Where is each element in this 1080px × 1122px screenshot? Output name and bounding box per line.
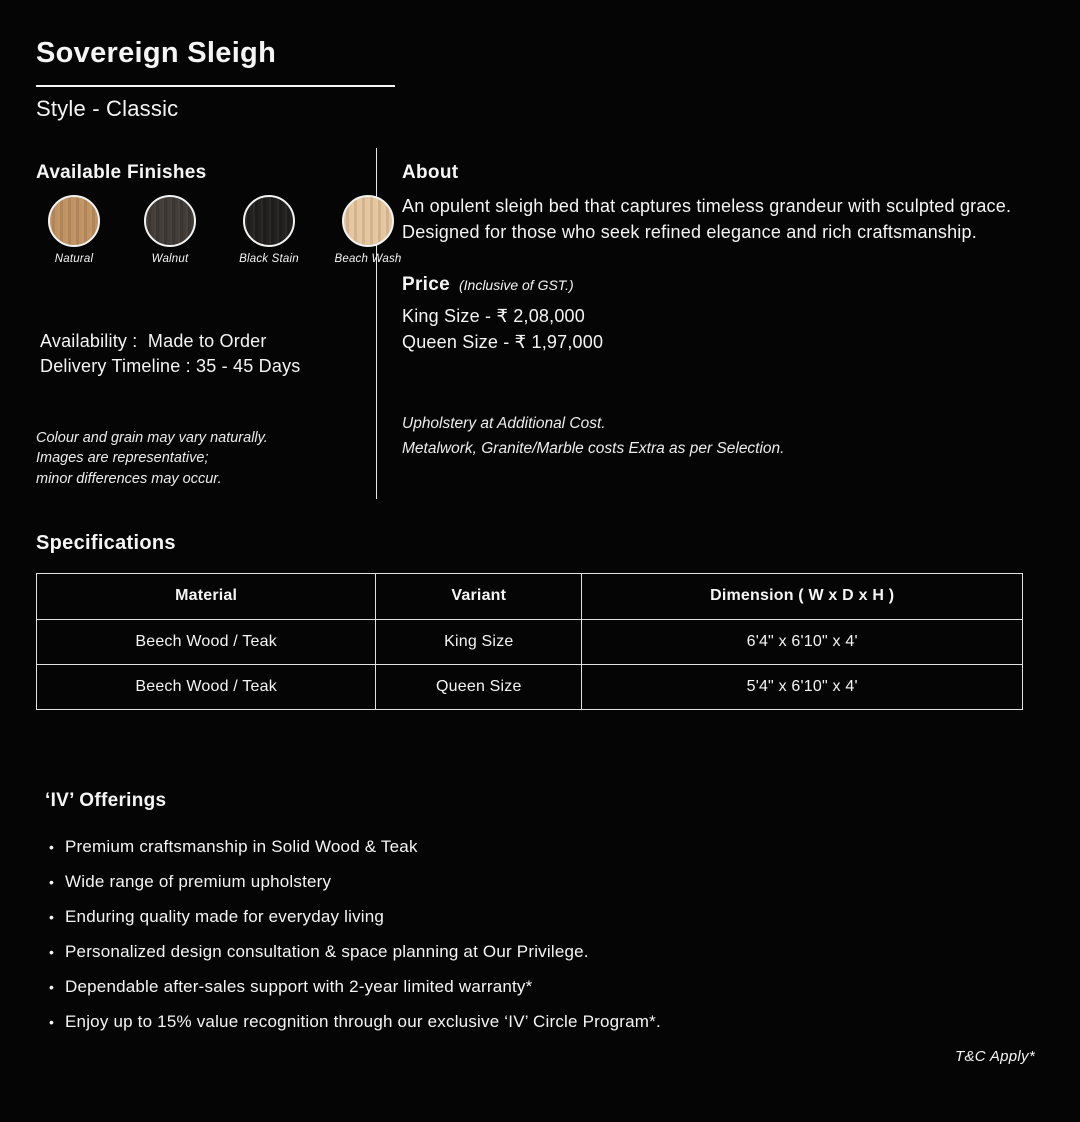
about-heading: About	[402, 161, 459, 183]
finish-color-natural	[48, 195, 100, 247]
offerings-section	[36, 790, 1035, 1032]
finish-disclaimer-note	[36, 428, 376, 490]
disclaimer-line: Images are representative;	[36, 450, 209, 467]
availability-line: Availability : Made to Order	[40, 330, 267, 351]
finishes-column	[36, 148, 402, 499]
finish-swatch-black-stain	[230, 195, 308, 265]
table-header-row	[37, 573, 1023, 619]
table-row	[37, 619, 1023, 664]
finish-label: Walnut	[151, 252, 189, 265]
finish-label: Beach Wash	[334, 252, 402, 265]
finish-swatches	[38, 195, 402, 265]
finish-label: Natural	[54, 252, 94, 265]
tnc-note: T&C Apply*	[955, 1047, 1035, 1065]
page-title: Sovereign Sleigh	[36, 37, 277, 69]
table-row	[37, 664, 1023, 709]
disclaimer-line: Metalwork, Granite/Marble costs Extra as per Selection.	[402, 439, 785, 457]
product-spec-sheet	[0, 38, 1080, 1065]
offering-item: • Personalized design consultation & space planning at Our Privilege.	[36, 942, 1035, 962]
offering-item: • Enjoy up to 15% value recognition through our exclusive ‘IV’ Circle Program*.	[36, 1012, 1035, 1032]
about-description: An opulent sleigh bed that captures timeless grandeur with sculpted grace. Designed for those who seek refined elegance and rich craftsmanship.	[402, 195, 1012, 242]
offerings-list	[36, 837, 1035, 1032]
pricing-disclaimer-note	[402, 411, 1035, 461]
offering-item: • Premium craftsmanship in Solid Wood & Teak	[36, 837, 1035, 857]
price-heading: Price	[402, 273, 450, 295]
price-king-size: King Size - ₹ 2,08,000	[402, 305, 585, 326]
price-queen-size: Queen Size - ₹ 1,97,000	[402, 331, 604, 352]
price-heading-row	[402, 274, 1035, 296]
offering-item: • Dependable after-sales support with 2-year limited warranty*	[36, 977, 1035, 997]
finish-color-black-stain	[243, 195, 295, 247]
info-columns	[36, 148, 1035, 499]
delivery-timeline-line: Delivery Timeline : 35 - 45 Days	[40, 355, 301, 376]
cell-dimension: 6'4" x 6'10" x 4'	[582, 619, 1023, 664]
finish-color-walnut	[144, 195, 196, 247]
cell-variant: King Size	[376, 619, 582, 664]
finishes-heading: Available Finishes	[36, 161, 207, 183]
title-underline	[36, 85, 395, 87]
finish-swatch-walnut	[134, 195, 206, 265]
column-header-variant: Variant	[376, 573, 582, 619]
cell-variant: Queen Size	[376, 664, 582, 709]
finish-label: Black Stain	[239, 252, 299, 265]
about-column	[377, 148, 1035, 499]
column-header-material: Material	[37, 573, 376, 619]
cell-dimension: 5'4" x 6'10" x 4'	[582, 664, 1023, 709]
availability-block	[36, 329, 376, 379]
cell-material: Beech Wood / Teak	[37, 619, 376, 664]
specifications-table	[36, 573, 1023, 710]
disclaimer-line: Colour and grain may vary naturally.	[36, 429, 268, 446]
disclaimer-line: minor differences may occur.	[36, 470, 222, 487]
price-lines	[402, 303, 1035, 355]
specifications-heading: Specifications	[36, 531, 176, 554]
style-subtitle: Style - Classic	[36, 95, 179, 121]
gst-note: (Inclusive of GST.)	[458, 276, 574, 293]
offering-item: • Wide range of premium upholstery	[36, 872, 1035, 892]
offering-item: • Enduring quality made for everyday living	[36, 907, 1035, 927]
cell-material: Beech Wood / Teak	[37, 664, 376, 709]
specifications-section	[36, 532, 1035, 710]
finish-color-beach-wash	[342, 195, 394, 247]
offerings-heading: ‘IV’ Offerings	[45, 789, 167, 811]
column-header-dimension: Dimension ( W x D x H )	[582, 573, 1023, 619]
disclaimer-line: Upholstery at Additional Cost.	[402, 414, 606, 432]
finish-swatch-natural	[38, 195, 110, 265]
